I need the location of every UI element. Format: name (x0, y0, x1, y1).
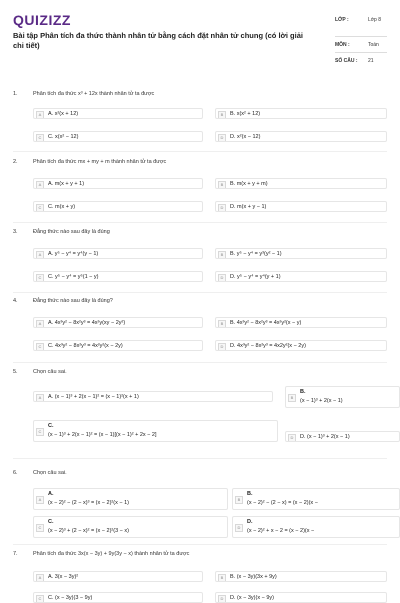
option-b[interactable] (215, 248, 387, 259)
quizizz-logo: QUIZIZZ (13, 12, 71, 28)
option-letter: B (288, 394, 296, 402)
option-a[interactable] (33, 108, 203, 119)
option-label: A. (48, 491, 54, 497)
option-text: D. m(x + y − 1) (230, 204, 267, 210)
option-letter: D (218, 274, 226, 282)
option-c[interactable] (33, 131, 203, 142)
option-label: B. (300, 389, 306, 395)
option-letter: B (218, 251, 226, 259)
option-b[interactable] (232, 488, 400, 510)
option-d[interactable] (215, 340, 387, 351)
option-letter: D (218, 343, 226, 351)
question-separator (13, 151, 387, 152)
question-separator (13, 544, 387, 545)
question-separator (13, 362, 387, 363)
worksheet-header (0, 0, 400, 78)
option-letter: A (36, 496, 44, 504)
option-letter: B (218, 574, 226, 582)
option-letter: D (218, 595, 226, 603)
option-letter: B (218, 320, 226, 328)
option-letter: B (218, 181, 226, 189)
question-number: 4. (13, 298, 18, 304)
option-letter: D (235, 524, 243, 532)
option-letter: D (288, 434, 296, 442)
question-text: Đẳng thức nào sau đây là đúng? (33, 298, 113, 304)
option-letter: C (36, 595, 44, 603)
question-text: Chọn câu sai. (33, 369, 67, 375)
option-letter: C (36, 343, 44, 351)
option-text: (x − 2)³ + (2 − x)² = (x − 2)²(3 − x) (48, 528, 129, 534)
option-letter: B (235, 496, 243, 504)
option-letter: B (218, 111, 226, 119)
option-text: (x − 2)² − (2 − x)³ = (x − 2)²(x − 1) (48, 500, 129, 506)
question-text: Đẳng thức nào sau đây là đúng (33, 229, 110, 235)
option-d[interactable] (285, 431, 400, 442)
option-text: D. (x − 3y)(x − 9y) (230, 595, 275, 601)
option-text: B. (x − 3y)(3x + 9y) (230, 574, 277, 580)
option-b[interactable] (285, 386, 400, 408)
question-number: 1. (13, 91, 18, 97)
option-b[interactable] (215, 178, 387, 189)
option-d[interactable] (215, 271, 387, 282)
subject-value: Toán (368, 42, 379, 48)
option-text: A. 4x³y² − 8x²y³ = 4x²y(xy − 2y²) (48, 320, 126, 326)
option-d[interactable] (215, 201, 387, 212)
option-letter: A (36, 251, 44, 259)
option-text: C. (x − 3y)(3 − 9y) (48, 595, 93, 601)
question-separator (13, 222, 387, 223)
option-letter: A (36, 574, 44, 582)
option-a[interactable] (33, 248, 203, 259)
option-d[interactable] (232, 516, 400, 538)
option-letter: A (36, 181, 44, 189)
option-c[interactable] (33, 340, 203, 351)
worksheet-title: Bài tập Phân tích đa thức thành nhân tử bằng cách đặt nhân tử chung (có lời giải chi tiết) (13, 31, 303, 50)
option-letter: C (36, 204, 44, 212)
option-text: A. m(x + y + 1) (48, 181, 85, 187)
question-separator (13, 458, 387, 459)
option-label: C. (48, 519, 54, 525)
option-letter: D (218, 204, 226, 212)
subject-label: MÔN : (335, 42, 350, 48)
option-text: D. y⁵ − y⁴ = y⁴(y + 1) (230, 274, 281, 280)
question-text: Phân tích đa thức x³ + 12x thành nhân tử ta được (33, 91, 155, 97)
option-text: D. x²(x − 12) (230, 134, 261, 140)
option-c[interactable] (33, 516, 228, 538)
option-c[interactable] (33, 201, 203, 212)
option-a[interactable] (33, 178, 203, 189)
question-text: Phân tích đa thức mx + my + m thành nhân tử ta được (33, 159, 167, 165)
option-letter: A (36, 394, 44, 402)
option-b[interactable] (215, 108, 387, 119)
class-label: LỚP : (335, 17, 349, 23)
option-letter: C (36, 134, 44, 142)
option-a[interactable] (33, 391, 273, 402)
option-b[interactable] (215, 571, 387, 582)
option-text: C. 4x³y² − 8x²y³ = 4x²y²(x − 2y) (48, 343, 123, 349)
divider (335, 52, 387, 53)
option-text: (x − 2)² + x − 2 = (x − 2)(x − (247, 528, 315, 534)
question-number: 7. (13, 551, 18, 557)
question-text: Phân tích đa thức 3x(x − 3y) + 9y(3y − x) thành nhân tử ta được (33, 551, 190, 557)
option-d[interactable] (215, 592, 387, 603)
count-label: SỐ CÂU : (335, 58, 358, 64)
option-label: C. (48, 423, 54, 429)
option-text: B. y⁵ − y⁴ = y³(y² − 1) (230, 251, 282, 257)
option-a[interactable] (33, 488, 228, 510)
option-letter: D (218, 134, 226, 142)
option-letter: C (36, 274, 44, 282)
option-text: A. 3(x − 3y)² (48, 574, 79, 580)
option-text: B. 4x³y² − 8x²y³ = 4x²y²(x − y) (230, 320, 302, 326)
question-separator (13, 292, 387, 293)
option-text: C. y⁵ − y⁴ = y⁵(1 − y) (48, 274, 99, 280)
option-label: D. (247, 519, 253, 525)
option-text: (x − 1)³ + 2(x − 1) (300, 398, 343, 404)
option-b[interactable] (215, 317, 387, 328)
option-text: A. (x − 1)³ + 2(x − 1)² = (x − 1)²(x + 1) (48, 394, 139, 400)
question-text: Chọn câu sai. (33, 470, 67, 476)
option-letter: C (36, 428, 44, 436)
option-d[interactable] (215, 131, 387, 142)
count-value: 21 (368, 58, 374, 64)
option-text: A. y⁵ − y⁴ = y⁴(y − 1) (48, 251, 99, 257)
option-text: B. x(x² + 12) (230, 111, 261, 117)
option-c[interactable] (33, 271, 203, 282)
question-number: 3. (13, 229, 18, 235)
class-value: Lớp 8 (368, 17, 382, 23)
option-letter: A (36, 320, 44, 328)
option-text: (x − 2)² − (2 − x) = (x − 2)(x − (247, 500, 318, 506)
option-letter: A (36, 111, 44, 119)
option-text: (x − 1)³ + 2(x − 1)² = (x − 1)[(x − 1)² + 2x − 2] (48, 432, 157, 438)
option-a[interactable] (33, 317, 203, 328)
question-number: 5. (13, 369, 18, 375)
divider (335, 36, 387, 37)
option-text: D. 4x³y² − 8x²y³ = 4x2y²(x − 2y) (230, 343, 306, 349)
question-number: 6. (13, 470, 18, 476)
option-c[interactable] (33, 420, 278, 442)
option-text: C. x(x² − 12) (48, 134, 79, 140)
option-text: D. (x − 1)³ + 2(x − 1) (300, 434, 350, 440)
option-text: C. m(x + y) (48, 204, 76, 210)
option-letter: C (36, 524, 44, 532)
option-text: B. m(x + y + m) (230, 181, 268, 187)
option-a[interactable] (33, 571, 203, 582)
option-text: A. x²(x + 12) (48, 111, 79, 117)
question-number: 2. (13, 159, 18, 165)
option-label: B. (247, 491, 253, 497)
option-c[interactable] (33, 592, 203, 603)
